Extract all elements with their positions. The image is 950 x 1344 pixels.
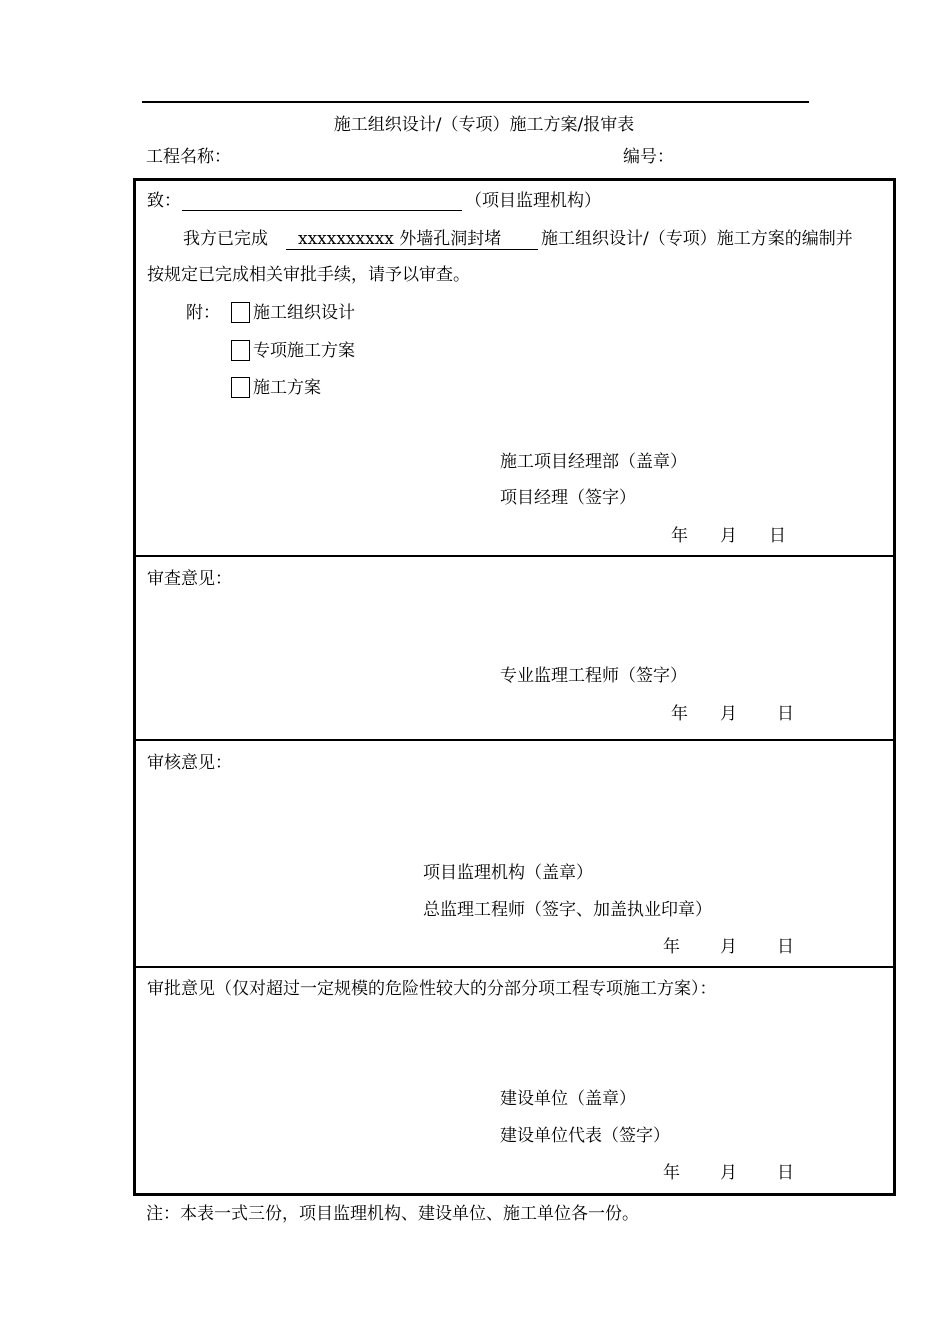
date-year: 年 (671, 526, 688, 546)
owner-rep-sign-label: 建设单位代表（签字） (500, 1126, 670, 1146)
date-month: 月 (720, 526, 737, 546)
to-label: 致： (147, 191, 181, 211)
date-year: 年 (671, 704, 688, 724)
scheme-name-field[interactable]: xxxxxxxxxx 外墙孔洞封堵 (286, 231, 538, 250)
form-title: 施工组织设计/（专项）施工方案/报审表 (333, 115, 635, 135)
review-section (136, 557, 893, 739)
body-suffix: 施工组织设计/（专项）施工方案的编制并 (541, 229, 853, 249)
to-suffix: （项目监理机构） (465, 191, 601, 211)
option-special-construction-plan: 专项施工方案 (253, 341, 355, 361)
option-construction-org-design: 施工组织设计 (253, 303, 355, 323)
footer-note: 注：本表一式三份，项目监理机构、建设单位、施工单位各一份。 (146, 1204, 639, 1224)
date-month: 月 (720, 937, 737, 957)
number-label: 编号： (623, 147, 674, 167)
supervisor-org-field[interactable] (182, 193, 462, 211)
date-day: 日 (769, 526, 786, 546)
project-manager-sign-label: 项目经理（签字） (500, 488, 636, 508)
body-prefix: 我方已完成 (183, 229, 268, 249)
audit-heading: 审核意见： (147, 753, 232, 773)
project-name-label: 工程名称： (146, 147, 231, 167)
supervisor-org-stamp-label: 项目监理机构（盖章） (423, 863, 593, 883)
attachments-label: 附： (186, 303, 220, 323)
supervising-engineer-sign-label: 专业监理工程师（签字） (500, 666, 687, 686)
date-day: 日 (777, 1163, 794, 1183)
form-table (133, 178, 896, 1196)
owner-stamp-label: 建设单位（盖章） (500, 1089, 636, 1109)
checkbox-special-construction-plan[interactable] (231, 340, 250, 361)
audit-section (136, 741, 893, 966)
checkbox-construction-plan[interactable] (231, 377, 250, 398)
date-day: 日 (777, 937, 794, 957)
top-rule (142, 101, 809, 103)
body-line2: 按规定已完成相关审批手续，请予以审查。 (147, 265, 470, 285)
checkbox-construction-org-design[interactable] (231, 302, 250, 323)
approval-heading: 审批意见（仅对超过一定规模的危险性较大的分部分项工程专项施工方案）： (147, 979, 717, 999)
date-year: 年 (663, 1163, 680, 1183)
contractor-stamp-label: 施工项目经理部（盖章） (500, 452, 687, 472)
date-month: 月 (720, 1163, 737, 1183)
date-month: 月 (720, 704, 737, 724)
chief-engineer-sign-label: 总监理工程师（签字、加盖执业印章） (423, 900, 712, 920)
option-construction-plan: 施工方案 (253, 378, 321, 398)
approval-section (136, 968, 893, 1193)
date-year: 年 (663, 937, 680, 957)
review-heading: 审查意见： (147, 569, 232, 589)
submission-section (136, 181, 893, 556)
date-day: 日 (777, 704, 794, 724)
